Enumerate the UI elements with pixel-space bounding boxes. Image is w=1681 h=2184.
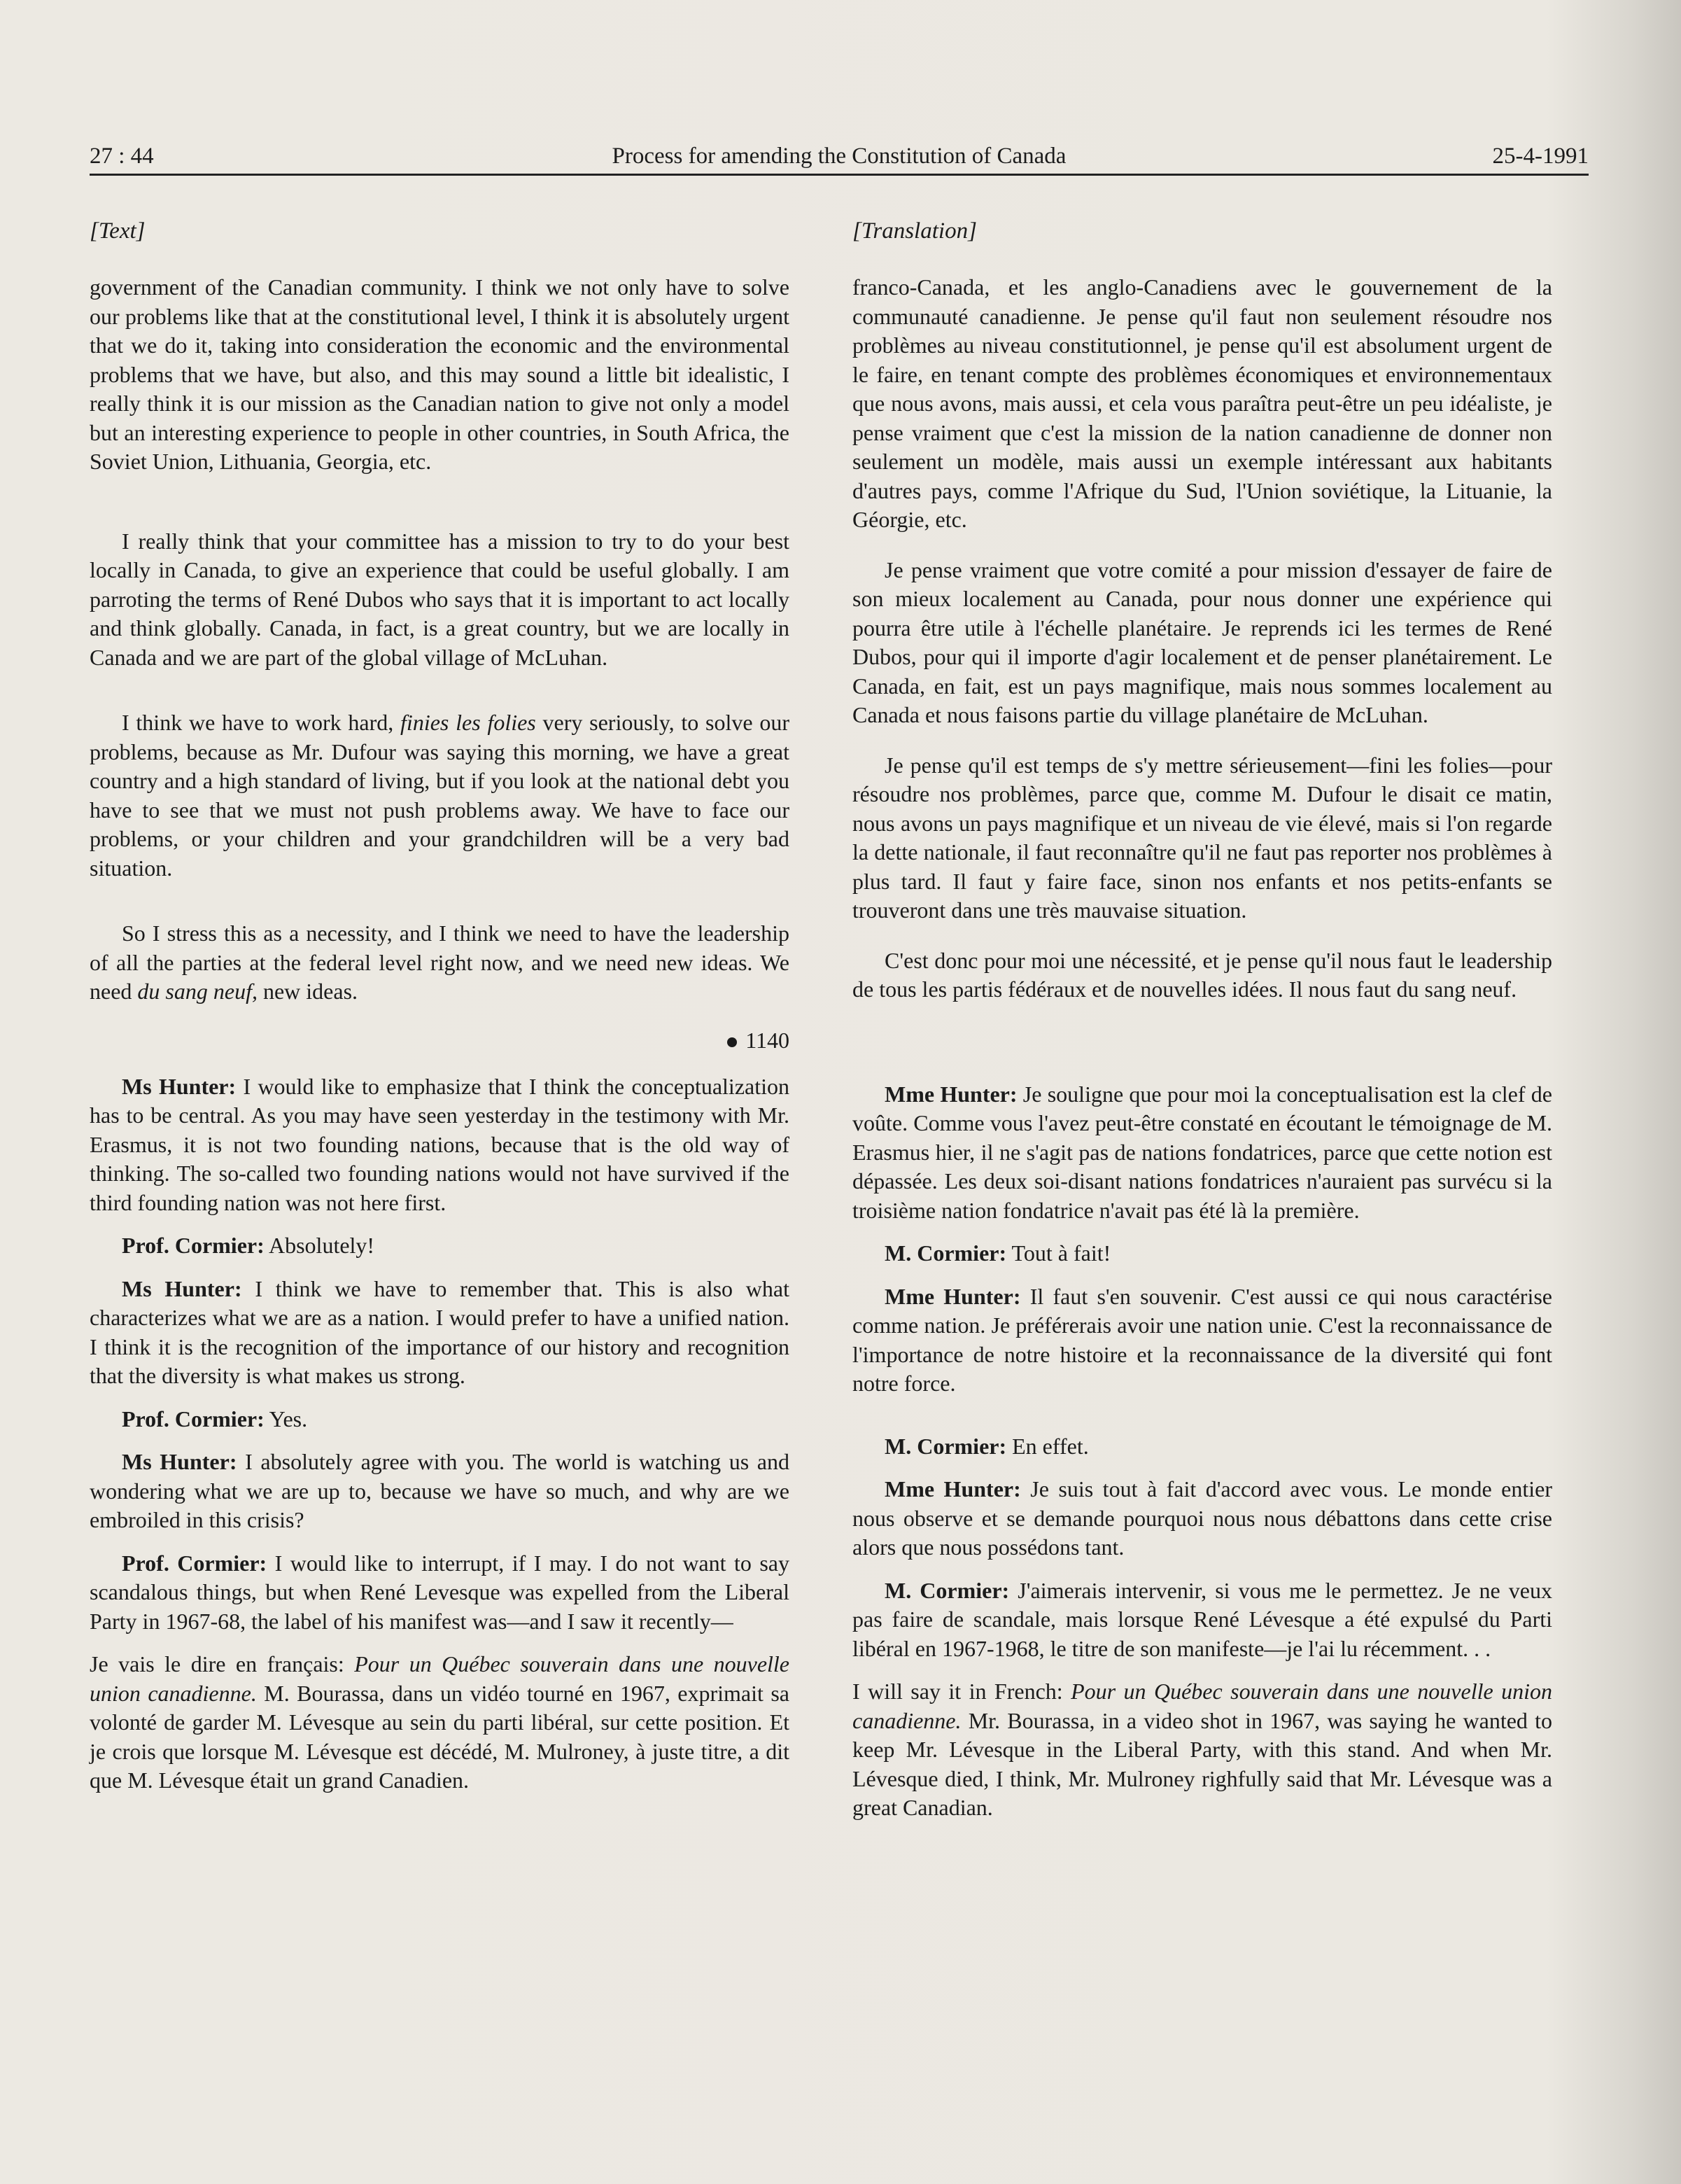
- running-title: Process for amending the Constitution of Canada: [612, 144, 1067, 169]
- bullet-icon: [727, 1037, 737, 1047]
- speaker-name: Ms Hunter:: [122, 1449, 237, 1474]
- speaker-paragraph: M. Cormier: J'aimerais intervenir, si vous me le permettez. Je ne veux pas faire de scandale, mais lorsque René Lévesque a été expulsé du Parti libéral en 1967-1968, le titre de son manifeste—je l'ai lu récemment. . .: [852, 1577, 1553, 1661]
- paragraph: franco-Canada, et les anglo-Canadiens avec le gouvernement de la communauté canadienne. Je pense qu'il faut non seulement résoudre nos problèmes au niveau constitutionnel, je pense qu'il est absolument urgent de le faire, en tenant compte des problèmes économiques et environnementaux que nous avons, mais aussi, et cela vous paraîtra peut-être un peu idéaliste, je pense vraiment que c'est la mission de la nation canadienne de donner non seulement un modèle, mais aussi un exemple intéressant aux habitants d'autres pays, comme l'Afrique du Sud, l'Union soviétique, la Lituanie, la Géorgie, etc.: [852, 274, 1552, 532]
- speaker-name: Mme Hunter:: [885, 1476, 1021, 1502]
- paragraph: Je pense qu'il est temps de s'y mettre sérieusement—fini les folies—pour résoudre nos problèmes, parce que, comme M. Dufour le disait ce matin, nous avons un pays magnifique et un niveau de vie élevé, mais si l'on regarde la dette nationale, il faut reconnaître qu'il ne faut pas reporter nos problèmes à plus tard. Il faut y faire face, sinon nos enfants et nos petits-enfants se trouveront dans une très mauvaise situation.: [852, 752, 1552, 923]
- speaker-name: Ms Hunter:: [122, 1275, 242, 1301]
- speaker-name: M. Cormier:: [885, 1433, 1007, 1459]
- speaker-name: Mme Hunter:: [885, 1283, 1021, 1309]
- speaker-paragraph: Ms Hunter: I would like to emphasize that I think the conceptualization has to be central. As you may have seen yesterday in the testimony with Mr. Erasmus, it is not two founding nations, because that is the old way of thinking. The so-called two founding nations would not have survived if the third founding nation was not here first.: [90, 1073, 790, 1215]
- column-label: [Text]: [90, 218, 146, 244]
- page-header: [90, 137, 1589, 176]
- speaker-name: Prof. Cormier:: [122, 1233, 265, 1258]
- speaker-name: Mme Hunter:: [885, 1081, 1018, 1107]
- paragraph: I really think that your committee has a mission to try to do your best locally in Canada, to give an experience that could be useful globally. I am parroting the terms of René Dubos who says that it is important to act locally and think globally. Canada, in fact, is a great country, but we are locally in Canada and we are part of the global village of McLuhan.: [90, 528, 789, 670]
- speaker-name: M. Cormier:: [885, 1240, 1007, 1266]
- paragraph: I will say it in French: Pour un Québec souverain dans une nouvelle union canadienne. Mr. Bourassa, in a video shot in 1967, was saying he wanted to keep Mr. Lévesque in the Liberal Party, with this stand. And when Mr. Lévesque died, I think, Mr. Mulroney righfully said that Mr. Lévesque was a great Canadian.: [852, 1679, 1553, 1820]
- speaker-name: Prof. Cormier:: [122, 1406, 265, 1432]
- speaker-paragraph: Prof. Cormier: Yes.: [122, 1406, 308, 1432]
- english-column: [90, 217, 789, 1795]
- speaker-paragraph: Prof. Cormier: Absolutely!: [122, 1233, 375, 1258]
- paragraph: government of the Canadian community. I think we not only have to solve our problems like that at the constitutional level, I think it is absolutely urgent that we do it, taking into consideration the economic and the environmental problems that we have, but also, and this may sound a little bit idealistic, I really think it is our mission as the Canadian nation to give not only a model but an interesting experience to people in other countries, in South Africa, the Soviet Union, Lithuania, Georgia, etc.: [90, 274, 789, 474]
- speaker-paragraph: Ms Hunter: I think we have to remember that. This is also what characterizes what we are as a nation. I would prefer to have a unified nation. I think it is the recognition of the importance of our history and recognition that the diversity is what makes us strong.: [90, 1275, 789, 1388]
- speaker-paragraph: Mme Hunter: Je suis tout à fait d'accord avec vous. Le monde entier nous observe et se demande pourquoi nous nous débattons dans cette crise alors que nous possédons tant.: [852, 1476, 1553, 1560]
- page-number: 27 : 44: [90, 144, 154, 169]
- speaker-paragraph: Ms Hunter: I absolutely agree with you. The world is watching us and wondering what we are up to, because we have so much, and why are we embroiled in this crisis?: [90, 1449, 790, 1532]
- paragraph: I think we have to work hard, finies les folies very seriously, to solve our problems, because as Mr. Dufour was saying this morning, we have a great country and a high standard of living, but if you look at the national debt you have to see that we must not push problems away. We have to face our problems, or your children and your grandchildren will be a very bad situation.: [90, 710, 790, 881]
- time-marker: 1140: [90, 1026, 789, 1054]
- paragraph: Je vais le dire en français: Pour un Québec souverain dans une nouvelle union canadienne. M. Bourassa, dans un vidéo tourné en 1967, exprimait sa volonté de garder M. Lévesque au sein du parti libéral, sur cette position. Et je crois que lorsque M. Lévesque est décédé, M. Mulroney, à juste titre, a dit que M. Lévesque était un grand Canadien.: [90, 1651, 790, 1793]
- speaker-paragraph: M. Cormier: En effet.: [885, 1433, 1089, 1459]
- paragraph: C'est donc pour moi une nécessité, et je pense qu'il nous faut le leadership de tous les partis fédéraux et de nouvelles idées. Il nous faut du sang neuf.: [852, 947, 1552, 1002]
- speaker-name: M. Cormier:: [885, 1577, 1010, 1603]
- speaker-paragraph: M. Cormier: Tout à fait!: [885, 1240, 1111, 1266]
- paragraph: So I stress this as a necessity, and I think we need to have the leadership of all the parties at the federal level right now, and we need new ideas. We need du sang neuf, new ideas.: [90, 920, 789, 1004]
- speaker-name: Ms Hunter:: [122, 1073, 237, 1099]
- paragraph: Je pense vraiment que votre comité a pour mission d'essayer de faire de son mieux localement au Canada, pour nous donner une expérience qui pourra être utile à l'échelle planétaire. Je reprends ici les termes de René Dubos, pour qui il importe d'agir localement et de penser planétairement. Le Canada, en fait, est un pays magnifique, mais nous sommes localement au Canada et nous faisons partie du village planétaire de McLuhan.: [852, 556, 1552, 727]
- speaker-paragraph: Mme Hunter: Il faut s'en souvenir. C'est aussi ce qui nous caractérise comme nation. Je préférerais avoir une nation unie. C'est la reconnaissance de l'importance de notre histoire et la reconnaissance de la diversité qui font notre force.: [852, 1283, 1552, 1396]
- french-column: [852, 217, 1552, 1823]
- speaker-name: Prof. Cormier:: [122, 1550, 267, 1576]
- column-label: [Translation]: [852, 218, 977, 244]
- speaker-paragraph: Mme Hunter: Je souligne que pour moi la conceptualisation est la clef de voûte. Comme vous l'avez peut-être constaté en écoutant le témoignage de M. Erasmus hier, il ne s'agit pas de nations fondatrices, parce que cette notion est dépassée. Les deux soi-disant nations fondatrices n'auraient pas survécu si la troisième nation fondatrice n'avait pas été là la première.: [852, 1081, 1552, 1223]
- speaker-paragraph: Prof. Cormier: I would like to interrupt, if I may. I do not want to say scandalous things, but when René Levesque was expelled from the Liberal Party in 1967-68, the label of his manifest was—and I saw it recently—: [90, 1550, 790, 1634]
- page-date: 25-4-1991: [1492, 144, 1589, 169]
